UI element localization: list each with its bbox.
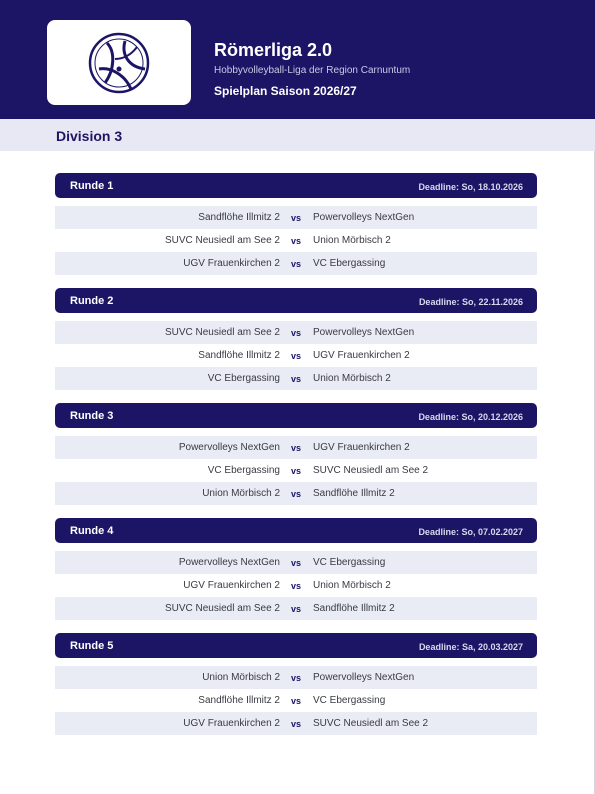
match-row (55, 344, 537, 367)
home-team: Sandflöhe Illmitz 2 (198, 695, 280, 706)
home-team: VC Ebergassing (207, 465, 280, 476)
match-list (55, 551, 537, 620)
match-row (55, 712, 537, 735)
away-team: VC Ebergassing (313, 557, 386, 568)
match-row (55, 367, 537, 390)
home-team: SUVC Neusiedl am See 2 (164, 327, 280, 338)
vs-label: vs (291, 696, 302, 706)
home-team: Sandflöhe Illmitz 2 (198, 350, 280, 361)
home-team: Powervolleys NextGen (178, 557, 280, 568)
home-team: UGV Frauenkirchen 2 (183, 718, 280, 729)
away-team: SUVC Neusiedl am See 2 (313, 465, 429, 476)
round-header (55, 288, 537, 313)
match-row (55, 689, 537, 712)
away-team: Sandflöhe Illmitz 2 (313, 488, 395, 499)
home-team: Sandflöhe Illmitz 2 (198, 212, 280, 223)
round-section (55, 403, 537, 505)
away-team: SUVC Neusiedl am See 2 (313, 718, 429, 729)
match-row (55, 482, 537, 505)
round-name: Runde 3 (70, 410, 114, 422)
match-row (55, 666, 537, 689)
away-team: Powervolleys NextGen (313, 327, 415, 338)
division-band (0, 119, 595, 151)
vs-label: vs (291, 466, 302, 476)
season-title: Spielplan Saison 2026/27 (214, 84, 357, 98)
away-team: VC Ebergassing (313, 258, 386, 269)
volleyball-logo-icon (85, 29, 153, 97)
round-section (55, 288, 537, 390)
division-title: Division 3 (56, 128, 123, 144)
home-team: UGV Frauenkirchen 2 (183, 580, 280, 591)
home-team: UGV Frauenkirchen 2 (183, 258, 280, 269)
match-row (55, 321, 537, 344)
round-deadline: Deadline: So, 07.02.2027 (418, 527, 523, 537)
match-list (55, 206, 537, 275)
match-row (55, 574, 537, 597)
away-team: Powervolleys NextGen (313, 672, 415, 683)
round-deadline: Deadline: So, 18.10.2026 (418, 182, 523, 192)
home-team: Union Mörbisch 2 (202, 488, 280, 499)
vs-label: vs (291, 259, 302, 269)
match-row (55, 597, 537, 620)
away-team: Union Mörbisch 2 (313, 373, 391, 384)
match-list (55, 666, 537, 735)
match-list (55, 321, 537, 390)
round-header (55, 403, 537, 428)
match-row (55, 252, 537, 275)
home-team: Powervolleys NextGen (178, 442, 280, 453)
vs-label: vs (291, 236, 302, 246)
vs-label: vs (291, 581, 302, 591)
home-team: Union Mörbisch 2 (202, 672, 280, 683)
league-logo (47, 20, 191, 105)
away-team: UGV Frauenkirchen 2 (313, 442, 410, 453)
vs-label: vs (291, 604, 302, 614)
round-section (55, 633, 537, 735)
match-row (55, 459, 537, 482)
league-title: Römerliga 2.0 (214, 40, 333, 60)
vs-label: vs (291, 328, 302, 338)
page-header (0, 0, 595, 119)
match-row (55, 206, 537, 229)
away-team: Union Mörbisch 2 (313, 580, 391, 591)
away-team: Union Mörbisch 2 (313, 235, 391, 246)
home-team: SUVC Neusiedl am See 2 (164, 603, 280, 614)
vs-label: vs (291, 443, 302, 453)
round-header (55, 173, 537, 198)
round-section (55, 173, 537, 275)
round-deadline: Deadline: So, 22.11.2026 (418, 297, 523, 307)
round-header (55, 518, 537, 543)
vs-label: vs (291, 351, 302, 361)
away-team: VC Ebergassing (313, 695, 386, 706)
match-row (55, 229, 537, 252)
home-team: SUVC Neusiedl am See 2 (164, 235, 280, 246)
match-row (55, 436, 537, 459)
round-name: Runde 5 (70, 640, 114, 652)
round-header (55, 633, 537, 658)
round-deadline: Deadline: Sa, 20.03.2027 (418, 642, 523, 652)
match-row (55, 551, 537, 574)
vs-label: vs (291, 489, 302, 499)
vs-label: vs (291, 673, 302, 683)
vs-label: vs (291, 213, 302, 223)
round-name: Runde 2 (70, 295, 114, 307)
vs-label: vs (291, 719, 302, 729)
away-team: Sandflöhe Illmitz 2 (313, 603, 395, 614)
league-subtitle: Hobbyvolleyball-Liga der Region Carnuntum (214, 65, 411, 76)
round-deadline: Deadline: So, 20.12.2026 (418, 412, 523, 422)
round-section (55, 518, 537, 620)
match-list (55, 436, 537, 505)
round-name: Runde 1 (70, 180, 114, 192)
vs-label: vs (291, 374, 302, 384)
home-team: VC Ebergassing (207, 373, 280, 384)
round-name: Runde 4 (70, 525, 114, 537)
away-team: Powervolleys NextGen (313, 212, 415, 223)
away-team: UGV Frauenkirchen 2 (313, 350, 410, 361)
vs-label: vs (291, 558, 302, 568)
